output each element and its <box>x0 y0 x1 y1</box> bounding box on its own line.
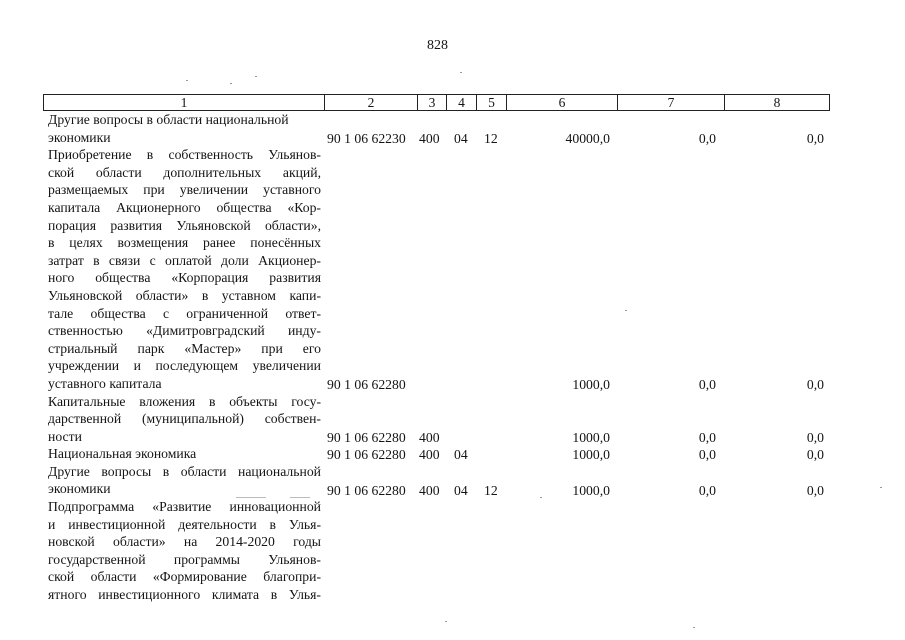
col4-cell: 04 <box>454 483 468 498</box>
code-cell: 90 1 06 62280 <box>327 483 406 498</box>
header-cell-6: 6 <box>506 94 617 111</box>
text-line: ственностью «Димитровградский инду- <box>48 323 321 339</box>
col8-cell: 0,0 <box>806 377 824 392</box>
col8-cell: 0,0 <box>806 131 824 146</box>
text-line: в целях возмещения ранее понесённых <box>48 235 321 251</box>
text-line: ятного инвестиционного климата в Улья- <box>48 587 321 603</box>
text-line: государственной программы Ульянов- <box>48 551 321 567</box>
text-line: экономики <box>48 481 111 497</box>
col8-cell: 0,0 <box>806 447 824 462</box>
col7-cell: 0,0 <box>698 377 716 392</box>
text-line: ного общества «Корпорация развития <box>48 270 321 286</box>
col8-cell: 0,0 <box>806 430 824 445</box>
text-line: порация развития Ульяновской области», <box>48 217 321 233</box>
text-line: дарственной (муниципальной) собствен- <box>48 411 321 427</box>
text-line: ности <box>48 428 82 444</box>
col3-cell: 400 <box>419 131 440 146</box>
col3-cell: 400 <box>419 483 440 498</box>
text-line: ской области дополнительных акций, <box>48 164 321 180</box>
description-column <box>48 111 321 604</box>
col4-cell: 04 <box>454 131 468 146</box>
col6-cell: 40000,0 <box>565 131 610 146</box>
text-line: новской области» на 2014-2020 годы <box>48 534 321 550</box>
col4-cell: 04 <box>454 447 468 462</box>
row-1-description <box>48 111 321 146</box>
row-3-description <box>48 393 321 446</box>
text-line: и инвестиционной деятельности в Улья- <box>48 516 321 532</box>
text-line: Ульяновской области» в уставном капи- <box>48 287 321 303</box>
col6-cell: 1000,0 <box>572 447 610 462</box>
text-line: учреждении и последующем увеличении <box>48 358 321 374</box>
text-line: Приобретение в собственность Ульянов- <box>48 147 321 163</box>
row-4-description <box>48 445 321 463</box>
header-cell-4: 4 <box>446 94 476 111</box>
header-cell-3: 3 <box>417 94 446 111</box>
col6-cell: 1000,0 <box>572 430 610 445</box>
code-cell: 90 1 06 62280 <box>327 447 406 462</box>
text-line: экономики <box>48 129 111 145</box>
row-6-description <box>48 498 321 604</box>
col7-cell: 0,0 <box>698 483 716 498</box>
code-cell: 90 1 06 62280 <box>327 430 406 445</box>
col5-cell: 12 <box>484 483 498 498</box>
col7-cell: 0,0 <box>698 430 716 445</box>
text-line: Национальная экономика <box>48 446 197 462</box>
text-line: размещаемых при увеличении уставного <box>48 182 321 198</box>
col6-cell: 1000,0 <box>572 377 610 392</box>
header-cell-5: 5 <box>476 94 506 111</box>
code-cell: 90 1 06 62280 <box>327 377 406 392</box>
row-2-description <box>48 146 321 392</box>
header-cell-1: 1 <box>43 94 324 111</box>
text-line: уставного капитала <box>48 375 162 391</box>
code-cell: 90 1 06 62230 <box>327 131 406 146</box>
text-line: стриальный парк «Мастер» при его <box>48 340 321 356</box>
text-line: затрат в связи с оплатой доли Акционер- <box>48 252 321 268</box>
col6-cell: 1000,0 <box>572 483 610 498</box>
text-line: тале общества с ограниченной ответ- <box>48 305 321 321</box>
col3-cell: 400 <box>419 447 440 462</box>
text-line: капитала Акционерного общества «Кор- <box>48 199 321 215</box>
col7-cell: 0,0 <box>698 447 716 462</box>
text-line: Капитальные вложения в объекты госу- <box>48 393 321 409</box>
text-line: Другие вопросы в области национальной <box>48 112 289 127</box>
page-number: 828 <box>427 38 448 53</box>
header-cell-7: 7 <box>617 94 724 111</box>
text-line: Подпрограмма «Развитие инновационной <box>48 499 321 515</box>
header-cell-2: 2 <box>324 94 417 111</box>
row-5-description <box>48 463 321 498</box>
text-line: Другие вопросы в области национальной <box>48 463 321 479</box>
col3-cell: 400 <box>419 430 440 445</box>
col5-cell: 12 <box>484 131 498 146</box>
col8-cell: 0,0 <box>806 483 824 498</box>
header-cell-8: 8 <box>724 94 830 111</box>
text-line: ской области «Формирование благопри- <box>48 569 321 585</box>
col7-cell: 0,0 <box>698 131 716 146</box>
